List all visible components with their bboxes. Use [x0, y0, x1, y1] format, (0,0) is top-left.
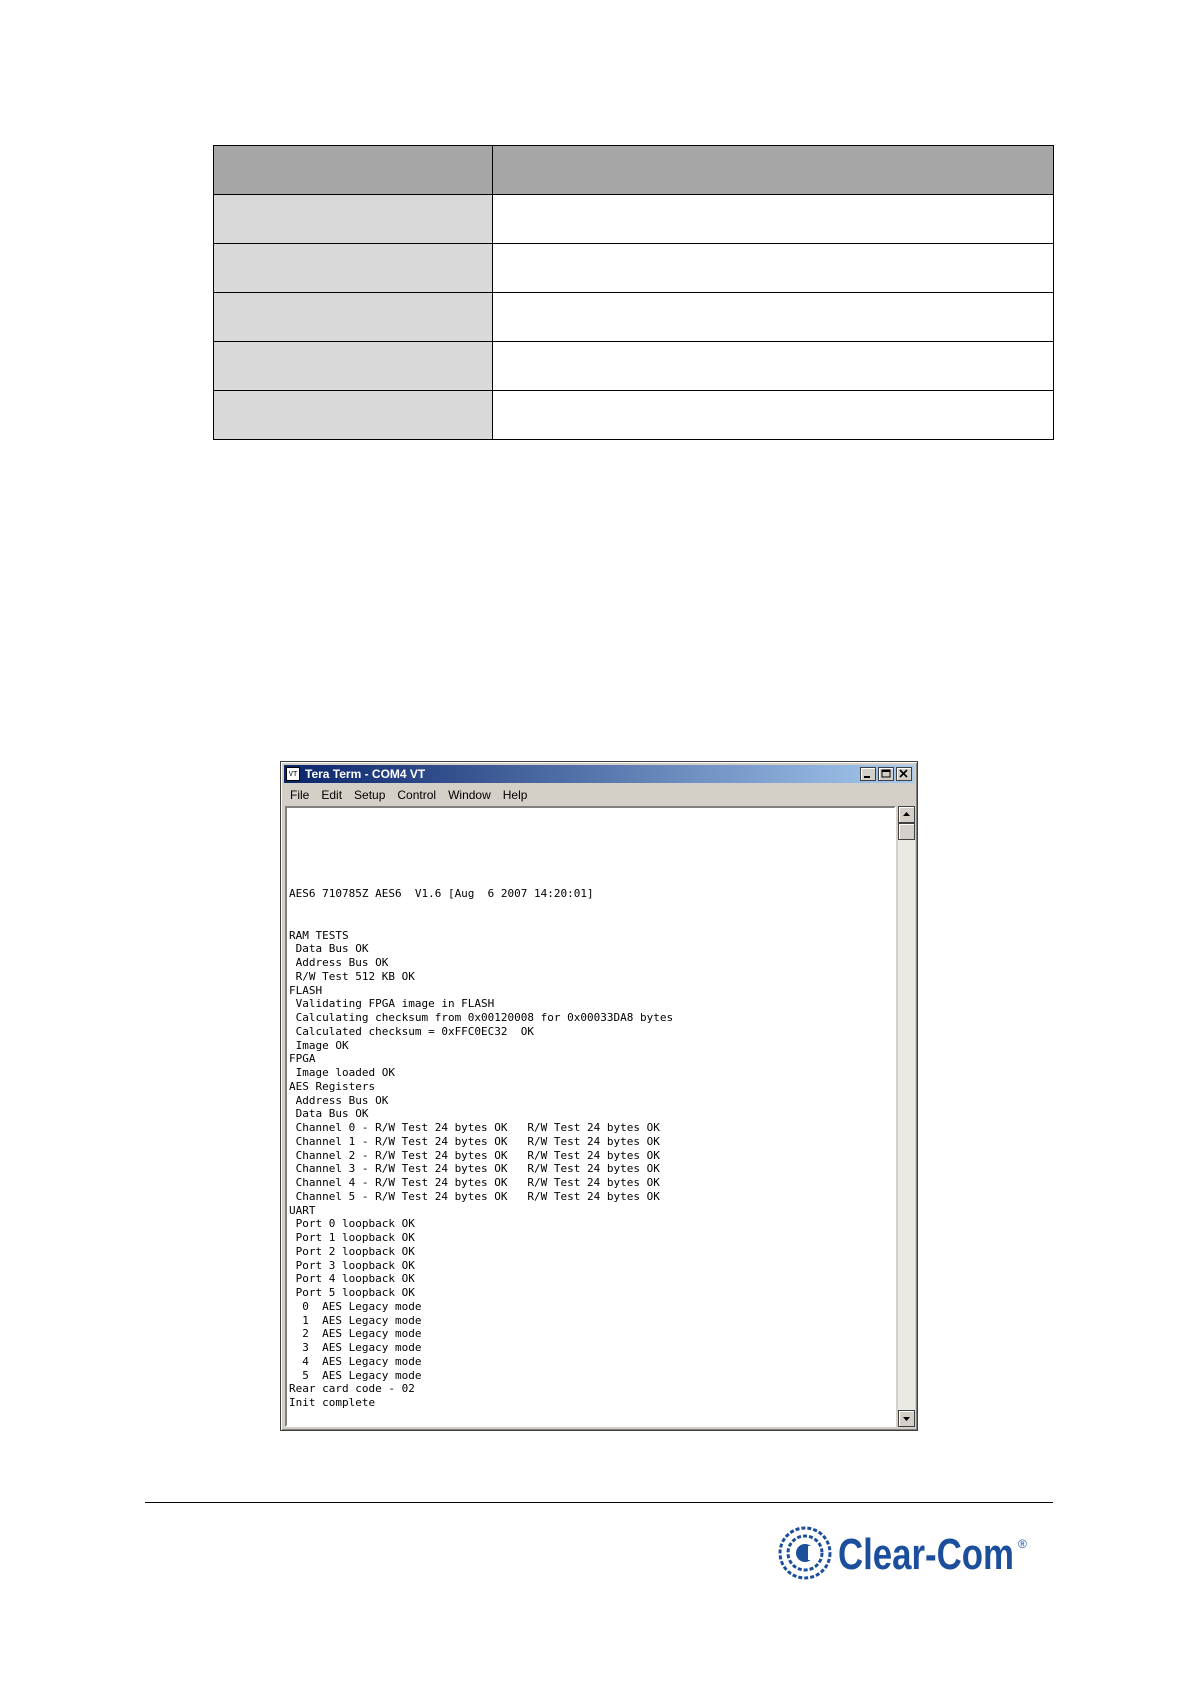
terminal-line: Calculating checksum from 0x00120008 for 0x00033DA8 bytes	[289, 1011, 674, 1024]
terminal-line	[289, 874, 894, 888]
footer-rule	[145, 1502, 1053, 1503]
minimize-icon	[861, 768, 875, 780]
logo-mark-icon	[780, 1528, 830, 1578]
menu-edit[interactable]: Edit	[321, 788, 343, 802]
terminal-line: RAM TESTS	[289, 928, 349, 942]
table-header-cell	[214, 146, 493, 195]
table-key-cell	[214, 391, 493, 440]
terminal-line: Calculated checksum = 0xFFC0EC32 OK	[289, 1024, 535, 1038]
terminal-line: Channel 0 - R/W Test 24 bytes OK R/W Test 24 bytes OK	[289, 1121, 660, 1134]
terminal-line: Channel 2 - R/W Test 24 bytes OK R/W Test 24 bytes OK	[289, 1148, 660, 1162]
clear-com-logo	[778, 1524, 1038, 1582]
menu-file[interactable]: File	[290, 788, 310, 802]
table-value-cell	[493, 244, 1054, 293]
terminal-line: Data Bus OK	[289, 942, 369, 956]
terminal-line: Validating FPGA image in FLASH	[289, 997, 495, 1011]
close-icon	[897, 768, 911, 780]
scroll-down-button[interactable]	[898, 1410, 915, 1427]
terminal-line: Image OK	[289, 1038, 349, 1052]
terminal-window	[280, 761, 918, 1431]
terminal-line: 5 AES Legacy mode	[289, 1368, 422, 1382]
logo-wordmark: Clear-Com	[838, 1530, 1014, 1579]
terminal-output[interactable]	[285, 806, 896, 1427]
terminal-line: AES6 710785Z AES6 V1.6 [Aug 6 2007 14:20:01]	[289, 887, 594, 901]
terminal-line: Port 0 loopback OK	[289, 1217, 415, 1231]
minimize-button[interactable]	[860, 767, 876, 781]
terminal-line: Port 5 loopback OK	[289, 1286, 415, 1299]
terminal-line	[289, 860, 894, 874]
terminal-line	[289, 846, 894, 860]
table-key-cell	[214, 195, 493, 244]
table-header-cell	[493, 146, 1054, 195]
table-key-cell	[214, 342, 493, 391]
terminal-text	[287, 808, 894, 1410]
terminal-line: Rear card code - 02	[289, 1382, 415, 1396]
table-key-cell	[214, 293, 493, 342]
terminal-line: Port 4 loopback OK	[289, 1272, 415, 1286]
terminal-line: Port 2 loopback OK	[289, 1244, 415, 1258]
close-button[interactable]	[896, 767, 912, 781]
terminal-line: Address Bus OK	[289, 956, 389, 969]
terminal-line: Address Bus OK	[289, 1093, 389, 1107]
logo-registered-mark: ®	[1018, 1537, 1027, 1551]
terminal-line: Init complete	[289, 1396, 376, 1409]
scroll-thumb[interactable]	[898, 823, 915, 840]
terminal-line: AES Registers	[289, 1079, 376, 1093]
table-value-cell	[493, 342, 1054, 391]
arrow-up-icon	[899, 807, 914, 822]
scroll-up-button[interactable]	[898, 806, 915, 823]
table-key-cell	[214, 244, 493, 293]
menu-control[interactable]: Control	[397, 788, 437, 802]
vertical-scrollbar[interactable]	[898, 806, 915, 1427]
menu-setup[interactable]: Setup	[354, 788, 386, 802]
terminal-line: 1 AES Legacy mode	[289, 1313, 422, 1327]
terminal-line	[289, 915, 894, 929]
terminal-app-icon[interactable]: VT	[286, 767, 300, 781]
terminal-line: Channel 4 - R/W Test 24 bytes OK R/W Test 24 bytes OK	[289, 1176, 660, 1189]
window-controls	[860, 767, 912, 781]
terminal-line	[289, 901, 894, 915]
table-row	[214, 195, 1054, 244]
terminal-line: 2 AES Legacy mode	[289, 1327, 422, 1341]
window-title: Tera Term - COM4 VT	[305, 767, 426, 781]
terminal-line: Port 3 loopback OK	[289, 1258, 415, 1272]
table-row	[214, 342, 1054, 391]
terminal-line: FLASH	[289, 983, 323, 997]
terminal-line: Channel 5 - R/W Test 24 bytes OK R/W Test 24 bytes OK	[289, 1189, 660, 1203]
terminal-line: Channel 3 - R/W Test 24 bytes OK R/W Test 24 bytes OK	[289, 1162, 660, 1176]
terminal-line: Image loaded OK	[289, 1066, 395, 1079]
menu-window[interactable]: Window	[448, 788, 491, 802]
table-value-cell	[493, 293, 1054, 342]
terminal-line: Channel 1 - R/W Test 24 bytes OK R/W Test 24 bytes OK	[289, 1134, 660, 1148]
table-header-row	[214, 146, 1054, 195]
table-row	[214, 293, 1054, 342]
table-row	[214, 391, 1054, 440]
terminal-line: Port 1 loopback OK	[289, 1231, 415, 1244]
table-value-cell	[493, 391, 1054, 440]
terminal-line: 4 AES Legacy mode	[289, 1354, 422, 1368]
maximize-button[interactable]	[878, 767, 894, 781]
terminal-line: Data Bus OK	[289, 1107, 369, 1121]
terminal-line: 0 AES Legacy mode	[289, 1299, 422, 1313]
terminal-line: UART	[289, 1203, 316, 1217]
menu-bar	[284, 785, 914, 805]
terminal-line: 3 AES Legacy mode	[289, 1341, 422, 1354]
table-row	[214, 244, 1054, 293]
menu-help[interactable]: Help	[502, 788, 528, 802]
arrow-down-icon	[899, 1411, 914, 1426]
terminal-line: FPGA	[289, 1052, 316, 1066]
maximize-icon	[879, 768, 893, 780]
settings-table	[213, 145, 1054, 440]
table-value-cell	[493, 195, 1054, 244]
terminal-line: R/W Test 512 KB OK	[289, 969, 415, 983]
title-bar[interactable]	[284, 765, 914, 783]
